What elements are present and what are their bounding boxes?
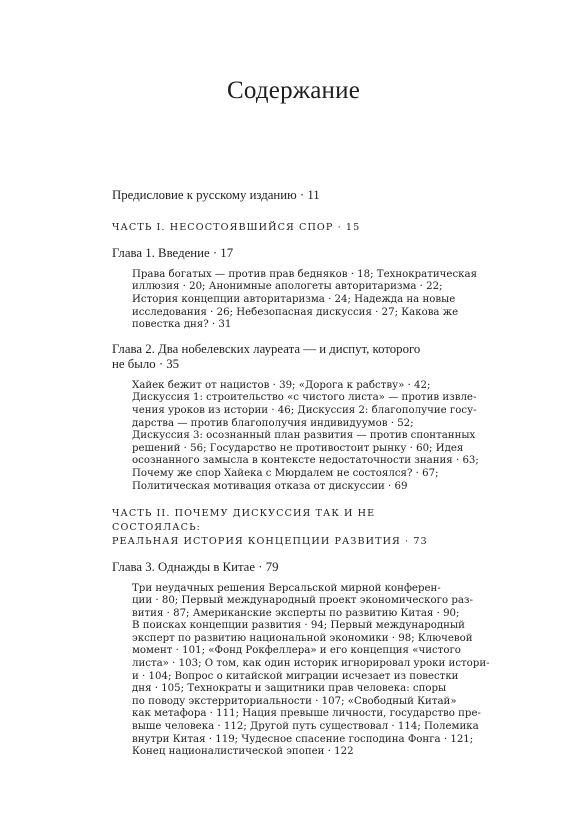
toc-section-line: Права богатых — против прав бедняков · 18; Технократическая: [132, 268, 478, 280]
toc-section-line: чения уроков из истории · 46; Дискуссия 2: благополучие госу-: [132, 404, 477, 416]
toc-section-line: осознанного замысла в контексте недостаточности знания · 63;: [132, 455, 479, 467]
toc-chapter-2-sections: [132, 379, 479, 493]
toc-section-line: дарства — против благополучия индивидуумов · 52;: [132, 417, 414, 429]
toc-section-line: эксперт по развитию национальной экономики · 98; Ключевой: [132, 632, 473, 644]
toc-section-line: дня · 105; Технократы и защитники прав человека: споры: [132, 683, 447, 695]
page-title: Содержание: [227, 77, 360, 104]
table-of-contents: [112, 188, 490, 769]
toc-chapter-line: Глава 1. Введение · 17: [112, 245, 234, 260]
toc-preface[interactable]: Предисловие к русскому изданию · 11: [112, 188, 320, 202]
toc-section-line: Конец националистической эпопеи · 122: [132, 746, 354, 758]
toc-part-2[interactable]: [112, 507, 464, 548]
toc-section-line: Хайек бежит от нацистов · 39; «Дорога к рабству» · 42;: [132, 379, 431, 391]
toc-chapter-line: Глава 2. Два нобелевских лауреата — и диспут, которого: [112, 341, 421, 356]
toc-section-line: Почему же спор Хайека с Мюрдалем не состоялся? · 67;: [132, 467, 439, 479]
toc-chapter-3[interactable]: [112, 560, 464, 575]
toc-section-line: по поводу экстерриториальности · 107; «Свободный Китай»: [132, 695, 457, 707]
toc-section-line: ции · 80; Первый международный проект экономического раз-: [132, 595, 473, 607]
toc-section-line: повестка дня? · 31: [132, 319, 232, 331]
toc-section-line: момент · 101; «Фонд Рокфеллера» и его концепция «чистого: [132, 645, 461, 657]
toc-section-line: как метафора · 111; Нация превыше личности, государство пре-: [132, 708, 481, 720]
toc-section-line: Дискуссия 1: строительство «с чистого листа» — против извле-: [132, 392, 477, 404]
toc-section-line: внутри Китая · 119; Чудесное спасение господина Фонга · 121;: [132, 733, 474, 745]
toc-part-1[interactable]: [112, 221, 464, 235]
toc-chapter-3-sections: [132, 582, 490, 759]
toc-chapter-line: Глава 3. Однажды в Китае · 79: [112, 559, 279, 574]
toc-section-line: В поисках концепции развития · 94; Первый международный: [132, 620, 465, 632]
toc-part-line: ЧАСТЬ I. НЕСОСТОЯВШИЙСЯ СПОР · 15: [112, 222, 361, 233]
toc-chapter-1-sections: [132, 268, 478, 332]
toc-section-line: листа» · 103; О том, как один историк игнорировал уроки истори-: [132, 658, 490, 670]
toc-section-line: решений · 56; Государство не противостоит рынку · 60; Идея: [132, 442, 464, 454]
toc-section-line: исследования · 26; Небезопасная дискуссия · 27; Какова же: [132, 306, 459, 318]
toc-section-line: История концепции авторитаризма · 24; Надежда на новые: [132, 293, 456, 305]
toc-section-line: Дискуссия 3: осознанный план развития — против спонтанных: [132, 430, 476, 442]
toc-section-line: иллюзия · 20; Анонимные апологеты авторитаризма · 22;: [132, 281, 443, 293]
toc-section-line: Три неудачных решения Версальской мирной конферен-: [132, 582, 441, 594]
toc-chapter-line: не было · 35: [112, 356, 180, 371]
toc-section-line: вития · 87; Американские эксперты по развитию Китая · 90;: [132, 607, 460, 619]
toc-section-line: выше человека · 112; Другой путь существовал · 114; Полемика: [132, 721, 479, 733]
toc-chapter-1[interactable]: [112, 246, 464, 261]
toc-part-line: ЧАСТЬ II. ПОЧЕМУ ДИСКУССИЯ ТАК И НЕ СОСТОЯЛАСЬ:: [112, 508, 376, 533]
toc-section-line: и · 104; Вопрос о китайской миграции исчезает из повестки: [132, 670, 459, 682]
toc-part-line: РЕАЛЬНАЯ ИСТОРИЯ КОНЦЕПЦИИ РАЗВИТИЯ · 73: [112, 535, 428, 547]
toc-section-line: Политическая мотивация отказа от дискуссии · 69: [132, 480, 408, 492]
toc-chapter-2[interactable]: [112, 342, 464, 372]
